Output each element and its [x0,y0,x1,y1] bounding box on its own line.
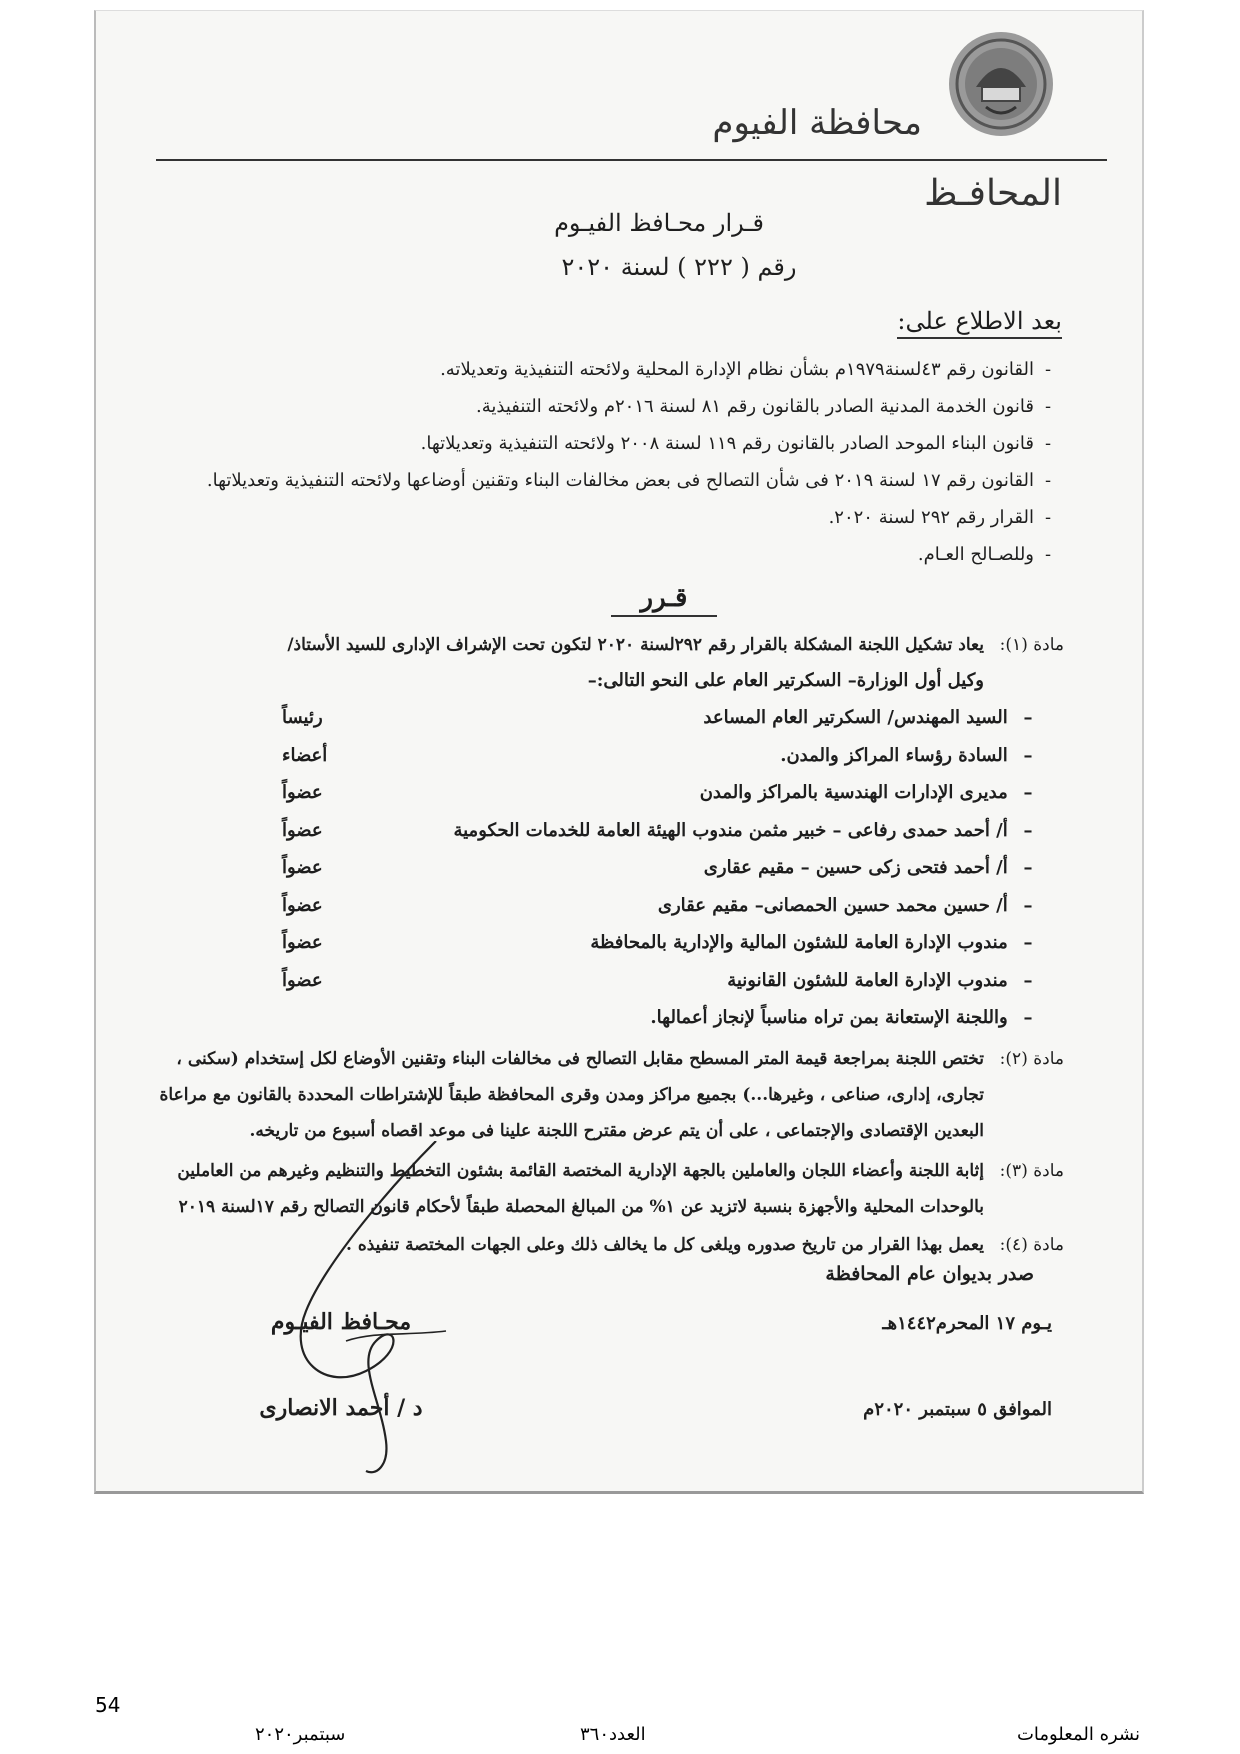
list-item: -قانون البناء الموحد الصادر بالقانون رقم ١١٩ لسنة ٢٠٠٨ ولائحته التنفيذية وتعديلاتها. [420,433,1052,454]
handwritten-signature-icon [286,1141,486,1481]
preamble-list [202,351,1062,573]
decision-heading: قـرر [96,583,1142,613]
article-4 [134,1227,1064,1263]
decree-number: رقم ( ٢٢٢ ) لسنة ٢٠٢٠ [561,253,797,281]
list-item: – أ/ حسين محمد حسين الحمصانى– مقيم عقارى عضواً [282,894,1033,916]
list-item: – أ/ أحمد فتحى زكى حسين – مقيم عقارى عضواً [282,857,1033,878]
list-item: – مندوب الإدارة العامة للشئون القانونية عضواً [282,969,1033,991]
list-item: – أ/ أحمد حمدى رفاعى – خبير مثمن مندوب الهيئة العامة للخدمات الحكومية عضواً [282,819,1033,841]
committee-members [242,699,1042,1037]
list-item: – مندوب الإدارة العامة للشئون المالية والإدارية بالمحافظة عضواً [282,932,1033,953]
footer-publication: نشره المعلومات [1016,1724,1140,1745]
list-item: – واللجنة الإستعانة بمن تراه مناسباً لإنجاز أعمالها. [650,1007,1033,1028]
article-text: إثابة اللجنة وأعضاء اللجان والعاملين بالجهة الإدارية المختصة القائمة بشئون التخطيط والتنظيم وغيرهم من العاملين بالوحدات المحلية والأجهزة بنسبة لاتزيد عن ١% من المبالغ المحصلة طبقاً لأحكام قانون التصالح رقم ١٧لسنة ٢٠١٩ [177,1161,984,1217]
office-label: المحافـظ [924,173,1062,214]
hijri-date: يـوم ١٧ المحرم١٤٤٢هـ [882,1313,1052,1334]
header-divider [156,159,1107,161]
preamble-heading: بعد الاطلاع على: [897,307,1062,339]
article-text: يعاد تشكيل اللجنة المشكلة بالقرار رقم ٢٩٢لسنة ٢٠٢٠ لتكون تحت الإشراف الإدارى للسيد الأستاذ/ وكيل أول الوزارة– السكرتير العام على النحو التالى:– [287,635,984,691]
page-number: 54 [95,1693,121,1717]
decree-title: قـرار محـافظ الفيـوم [554,209,764,237]
list-item: -قانون الخدمة المدنية الصادر بالقانون رقم ٨١ لسنة ٢٠١٦م ولائحته التنفيذية. [476,396,1052,417]
list-item: – السيد المهندس/ السكرتير العام المساعد رئيساً [282,707,1033,728]
article-label: مادة (٢): [999,1049,1064,1069]
article-text: تختص اللجنة بمراجعة قيمة المتر المسطح مقابل التصالح فى مخالفات البناء وتقنين الأوضاع لكل إستخدام (سكنى ، تجارى، إدارى، صناعى ، وغيرها...) بجميع مراكز ومدن وقرى المحافظة طبقاً للإشتراطات المحددة بالقانون مع مراعاة البعدين الإقتصادى والإجتماعى ، على أن يتم عرض مقترح اللجنة علينا فى موعد اقصاه أسبوع من تاريخه. [159,1049,984,1141]
list-item: -القرار رقم ٢٩٢ لسنة ٢٠٢٠. [828,507,1052,528]
article-label: مادة (٣): [999,1161,1064,1181]
list-item: – السادة رؤساء المراكز والمدن. أعضاء [282,744,1033,766]
article-2 [134,1041,1064,1149]
gregorian-date: الموافق ٥ سبتمبر ٢٠٢٠م [863,1399,1052,1420]
list-item: -القانون رقم ٤٣لسنة١٩٧٩م بشأن نظام الإدارة المحلية ولائحته التنفيذية وتعديلاته. [440,359,1052,380]
article-label: مادة (١): [999,635,1064,655]
article-1 [134,627,1064,699]
article-text: يعمل بهذا القرار من تاريخ صدوره ويلغى كل ما يخالف ذلك وعلى الجهات المختصة تنفيذه . [345,1235,984,1255]
scanned-document [94,10,1144,1494]
list-item: -القانون رقم ١٧ لسنة ٢٠١٩ فى شأن التصالح فى بعض مخالفات البناء وتقنين أوضاعها ولائحته التنفيذية وتعديلاتها. [206,470,1052,491]
footer-month: سبتمبر٢٠٢٠ [255,1724,346,1745]
footer-issue: العدد٣٦٠ [580,1724,646,1745]
article-label: مادة (٤): [999,1235,1064,1255]
list-item: – مديرى الإدارات الهندسية بالمراكز والمدن عضواً [282,782,1033,803]
signer-name: د / أحمد الانصارى [259,1395,423,1421]
signer-title: محـافظ الفيـوم [270,1309,412,1335]
list-item: -وللصـالح العـام. [917,544,1052,565]
governorate-name: محافظة الفيوم [712,103,922,143]
governorate-seal-icon [946,29,1056,139]
article-3 [134,1153,1064,1225]
issued-at: صدر بديوان عام المحافظة [825,1263,1034,1285]
